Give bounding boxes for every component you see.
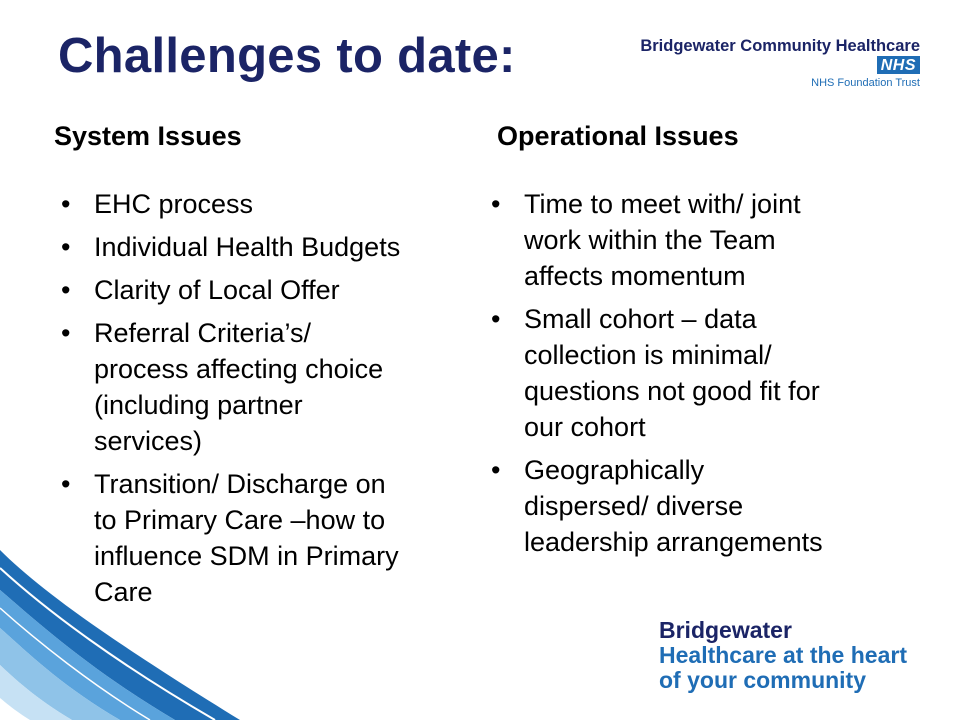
list-item-line: affects momentum (524, 261, 746, 291)
list-item-line: • Clarity of Local Offer (94, 275, 340, 305)
list-item-line: • EHC process (94, 189, 254, 219)
list-item (487, 452, 907, 560)
list-item-line: work within the Team (524, 225, 776, 255)
decorative-swoosh-graphic (0, 550, 240, 720)
list-item (487, 186, 907, 294)
list-item-line: • Small cohort – data (524, 304, 757, 334)
operational-issues-list (487, 186, 907, 567)
list-item-line: Care (94, 577, 153, 607)
system-issues-heading: System Issues (54, 121, 242, 151)
list-item (487, 301, 907, 445)
list-item-line: • Time to meet with/ joint (524, 189, 801, 219)
list-item (57, 315, 467, 459)
list-item-line: • Individual Health Budgets (94, 232, 401, 262)
list-item-line: • Referral Criteria’s/ (94, 318, 312, 348)
footer-tagline-line-1: Healthcare at the heart (659, 642, 907, 668)
list-item-line: leadership arrangements (524, 527, 823, 557)
list-item-line: process affecting choice (94, 354, 384, 384)
list-item-line: to Primary Care –how to (94, 505, 386, 535)
list-item-line: • Geographically (524, 455, 705, 485)
operational-issues-heading: Operational Issues (497, 121, 739, 151)
list-item (57, 229, 467, 265)
list-item-line: collection is minimal/ (524, 340, 772, 370)
list-item-line: dispersed/ diverse (524, 491, 744, 521)
list-item-line: our cohort (524, 412, 646, 442)
org-subtitle: NHS Foundation Trust (811, 77, 920, 89)
org-logo (620, 34, 920, 89)
slide-title: Challenges to date: (58, 29, 516, 83)
footer-tagline-line-2: of your community (659, 667, 867, 693)
org-name: Bridgewater Community Healthcare (640, 37, 920, 55)
list-item-line: influence SDM in Primary (94, 541, 399, 571)
list-item-line: (including partner (94, 390, 303, 420)
nhs-badge: NHS (877, 56, 920, 74)
list-item-line: questions not good fit for (524, 376, 820, 406)
list-item (57, 186, 467, 222)
list-item (57, 272, 467, 308)
footer-logo (659, 618, 907, 693)
list-item-line: • Transition/ Discharge on (94, 469, 386, 499)
footer-brand: Bridgewater (659, 617, 792, 643)
list-item-line: services) (94, 426, 203, 456)
